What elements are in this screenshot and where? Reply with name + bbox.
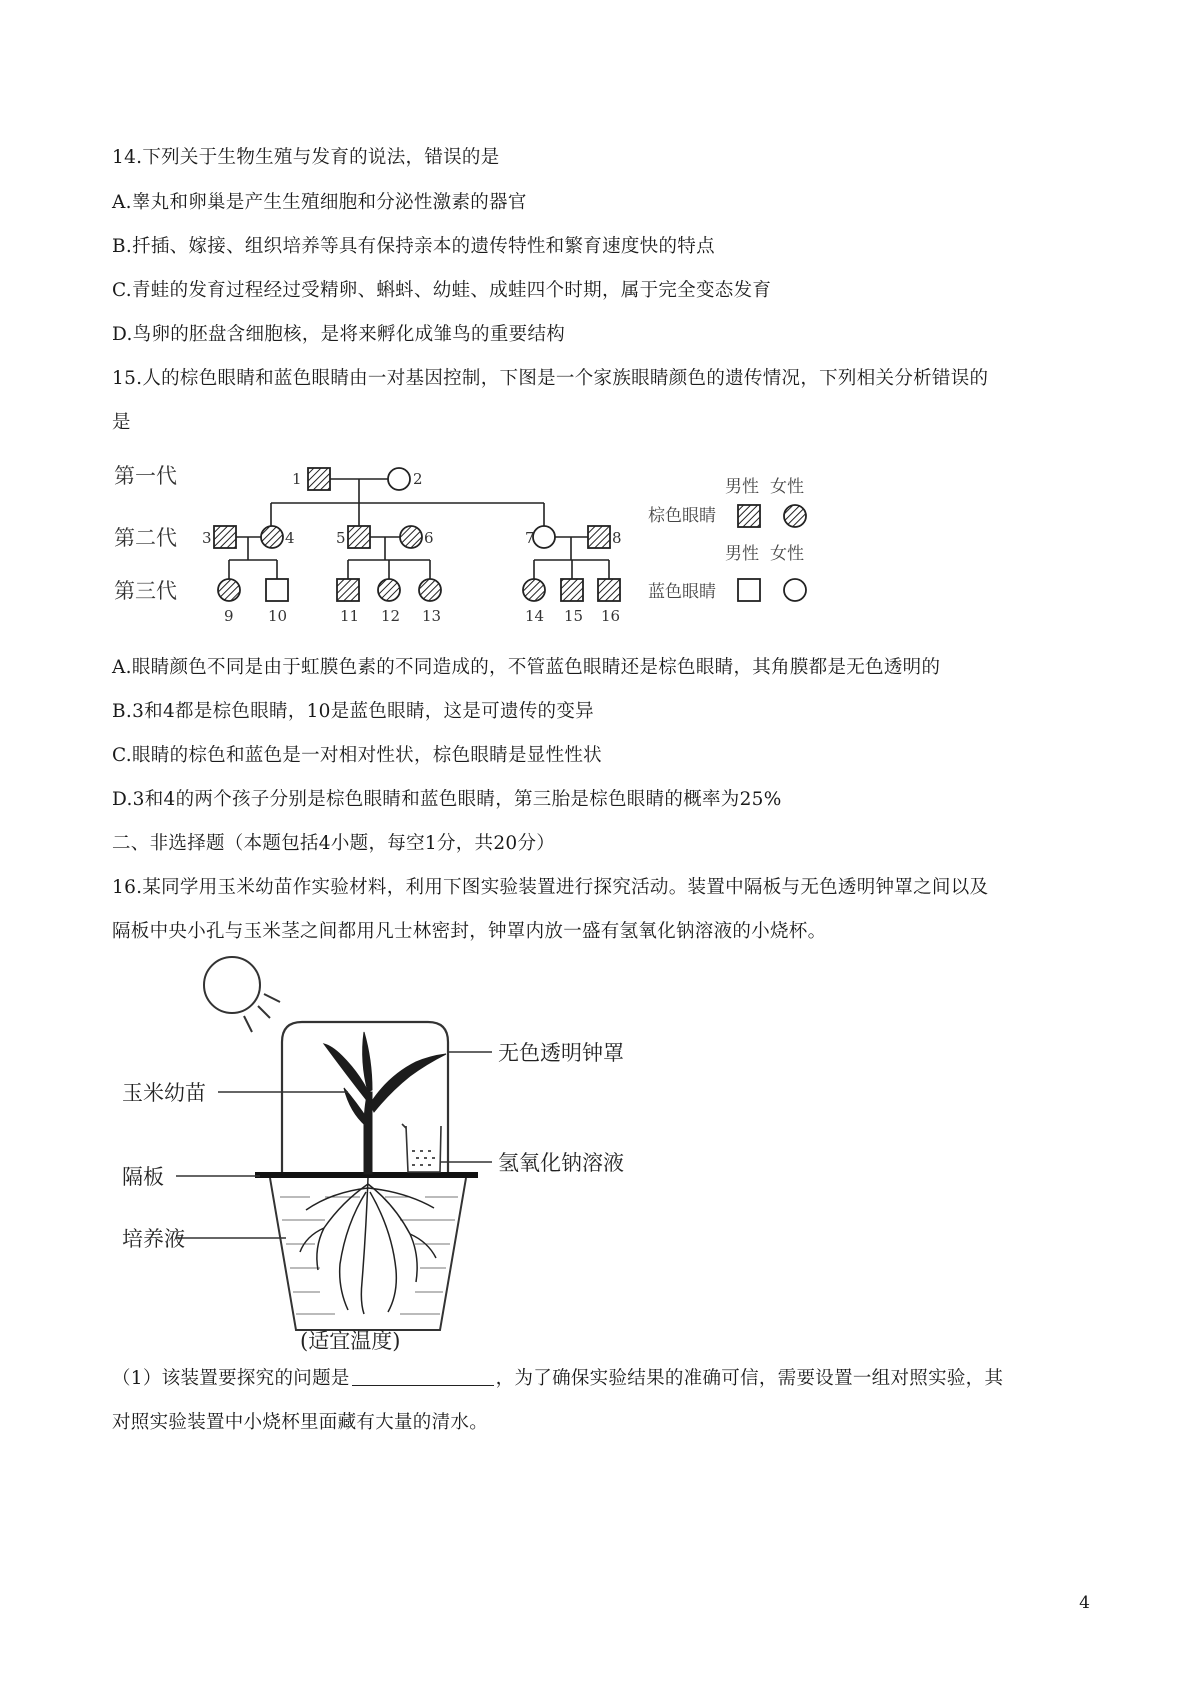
pedigree-individual-11	[337, 579, 359, 601]
generation-label-3: 第三代	[114, 579, 177, 603]
q15-option-d: D.3和4的两个孩子分别是棕色眼睛和蓝色眼睛，第三胎是棕色眼睛的概率为25%	[112, 789, 782, 810]
pedigree-individual-6	[400, 526, 422, 548]
generation-label-2: 第二代	[114, 526, 177, 550]
answer-blank[interactable]	[352, 1367, 494, 1386]
section-heading: 二、非选择题（本题包括4小题，每空1分，共20分）	[112, 833, 556, 854]
pedigree-individual-14	[523, 579, 545, 601]
experiment-apparatus-figure	[110, 952, 670, 1352]
culture-liquid	[280, 1197, 458, 1314]
q16-stem-line2: 隔板中央小孔与玉米茎之间都用凡士林密封，钟罩内放一盛有氢氧化钠溶液的小烧杯。	[112, 921, 827, 942]
q14-option-d: D.鸟卵的胚盘含细胞核，是将来孵化成雏鸟的重要结构	[112, 324, 566, 345]
q14-option-a: A.睾丸和卵巢是产生生殖细胞和分泌性激素的器官	[112, 192, 527, 213]
pedigree-num-5: 5	[336, 529, 346, 547]
generation-label-1: 第一代	[114, 464, 177, 488]
label-naoh-solution: 氢氧化钠溶液	[498, 1151, 624, 1175]
pedigree-num-13: 13	[422, 607, 442, 625]
pedigree-num-6: 6	[424, 529, 434, 547]
pedigree-individual-4	[261, 526, 283, 548]
pedigree-individual-3	[214, 526, 236, 548]
pedigree-num-15: 15	[564, 607, 584, 625]
legend-female-1: 女性	[770, 477, 804, 497]
pedigree-individual-10	[266, 579, 288, 601]
pedigree-individual-9	[218, 579, 240, 601]
q16-sub1-line2: 对照实验装置中小烧杯里面藏有大量的清水。	[112, 1412, 489, 1433]
pedigree-num-7: 7	[525, 529, 535, 547]
pedigree-individual-13	[419, 579, 441, 601]
culture-container	[270, 1178, 466, 1330]
pedigree-num-9: 9	[224, 607, 234, 625]
q16-sub1-prefix: （1）该装置要探究的问题是	[112, 1368, 350, 1389]
legend-male-2: 男性	[725, 544, 759, 564]
pedigree-num-11: 11	[340, 607, 360, 625]
pedigree-num-8: 8	[612, 529, 622, 547]
pedigree-individual-5	[348, 526, 370, 548]
legend-female-2: 女性	[770, 544, 804, 564]
page-number: 4	[1079, 1593, 1090, 1613]
pedigree-individual-1	[308, 468, 330, 490]
label-bell-jar: 无色透明钟罩	[498, 1041, 624, 1065]
pedigree-individual-7	[533, 526, 555, 548]
legend-blue-male-symbol	[738, 579, 760, 601]
q16-stem-line1: 16.某同学用玉米幼苗作实验材料，利用下图实验装置进行探究活动。装置中隔板与无色透明钟罩之间以及	[112, 877, 989, 898]
q15-option-a: A.眼睛颜色不同是由于虹膜色素的不同造成的，不管蓝色眼睛还是棕色眼睛，其角膜都是无色透明的	[112, 657, 941, 678]
label-culture-medium: 培养液	[122, 1227, 185, 1251]
pedigree-num-2: 2	[413, 470, 423, 488]
pedigree-individual-12	[378, 579, 400, 601]
q16-sub1-suffix: ，为了确保实验结果的准确可信，需要设置一组对照实验，其	[495, 1368, 1004, 1389]
q15-option-c: C.眼睛的棕色和蓝色是一对相对性状，棕色眼睛是显性性状	[112, 745, 602, 766]
figure-caption: (适宜温度)	[300, 1329, 401, 1352]
legend-brown-male-symbol	[738, 505, 760, 527]
pedigree-chart	[100, 455, 840, 640]
legend-brown-female-symbol	[784, 505, 806, 527]
pedigree-num-4: 4	[285, 529, 295, 547]
pedigree-individual-8	[588, 526, 610, 548]
legend-blue-eyes: 蓝色眼睛	[648, 582, 716, 602]
legend-blue-female-symbol	[784, 579, 806, 601]
q14-option-b: B.扦插、嫁接、组织培养等具有保持亲本的遗传特性和繁育速度快的特点	[112, 236, 715, 257]
q14-option-c: C.青蛙的发育过程经过受精卵、蝌蚪、幼蛙、成蛙四个时期，属于完全变态发育	[112, 280, 772, 301]
q15-stem-line1: 15.人的棕色眼睛和蓝色眼睛由一对基因控制，下图是一个家族眼睛颜色的遗传情况，下列相关分析错误的	[112, 368, 989, 389]
pedigree-num-16: 16	[601, 607, 621, 625]
pedigree-num-10: 10	[268, 607, 288, 625]
legend-male-1: 男性	[725, 477, 759, 497]
q15-stem-line2: 是	[112, 412, 131, 433]
pedigree-num-3: 3	[202, 529, 212, 547]
q16-sub1-line1	[112, 1364, 1003, 1390]
label-corn-seedling: 玉米幼苗	[122, 1081, 206, 1105]
q15-option-b: B.3和4都是棕色眼睛，10是蓝色眼睛，这是可遗传的变异	[112, 701, 594, 722]
sun-icon	[204, 957, 280, 1032]
seedling-roots	[300, 1178, 436, 1314]
pedigree-num-14: 14	[525, 607, 545, 625]
label-partition: 隔板	[122, 1165, 164, 1189]
pedigree-individual-2	[388, 468, 410, 490]
q14-stem: 14.下列关于生物生殖与发育的说法，错误的是	[112, 147, 500, 168]
pedigree-individual-16	[598, 579, 620, 601]
legend-brown-eyes: 棕色眼睛	[648, 506, 716, 526]
pedigree-num-12: 12	[381, 607, 401, 625]
pedigree-num-1: 1	[292, 470, 302, 488]
pedigree-individual-15	[561, 579, 583, 601]
